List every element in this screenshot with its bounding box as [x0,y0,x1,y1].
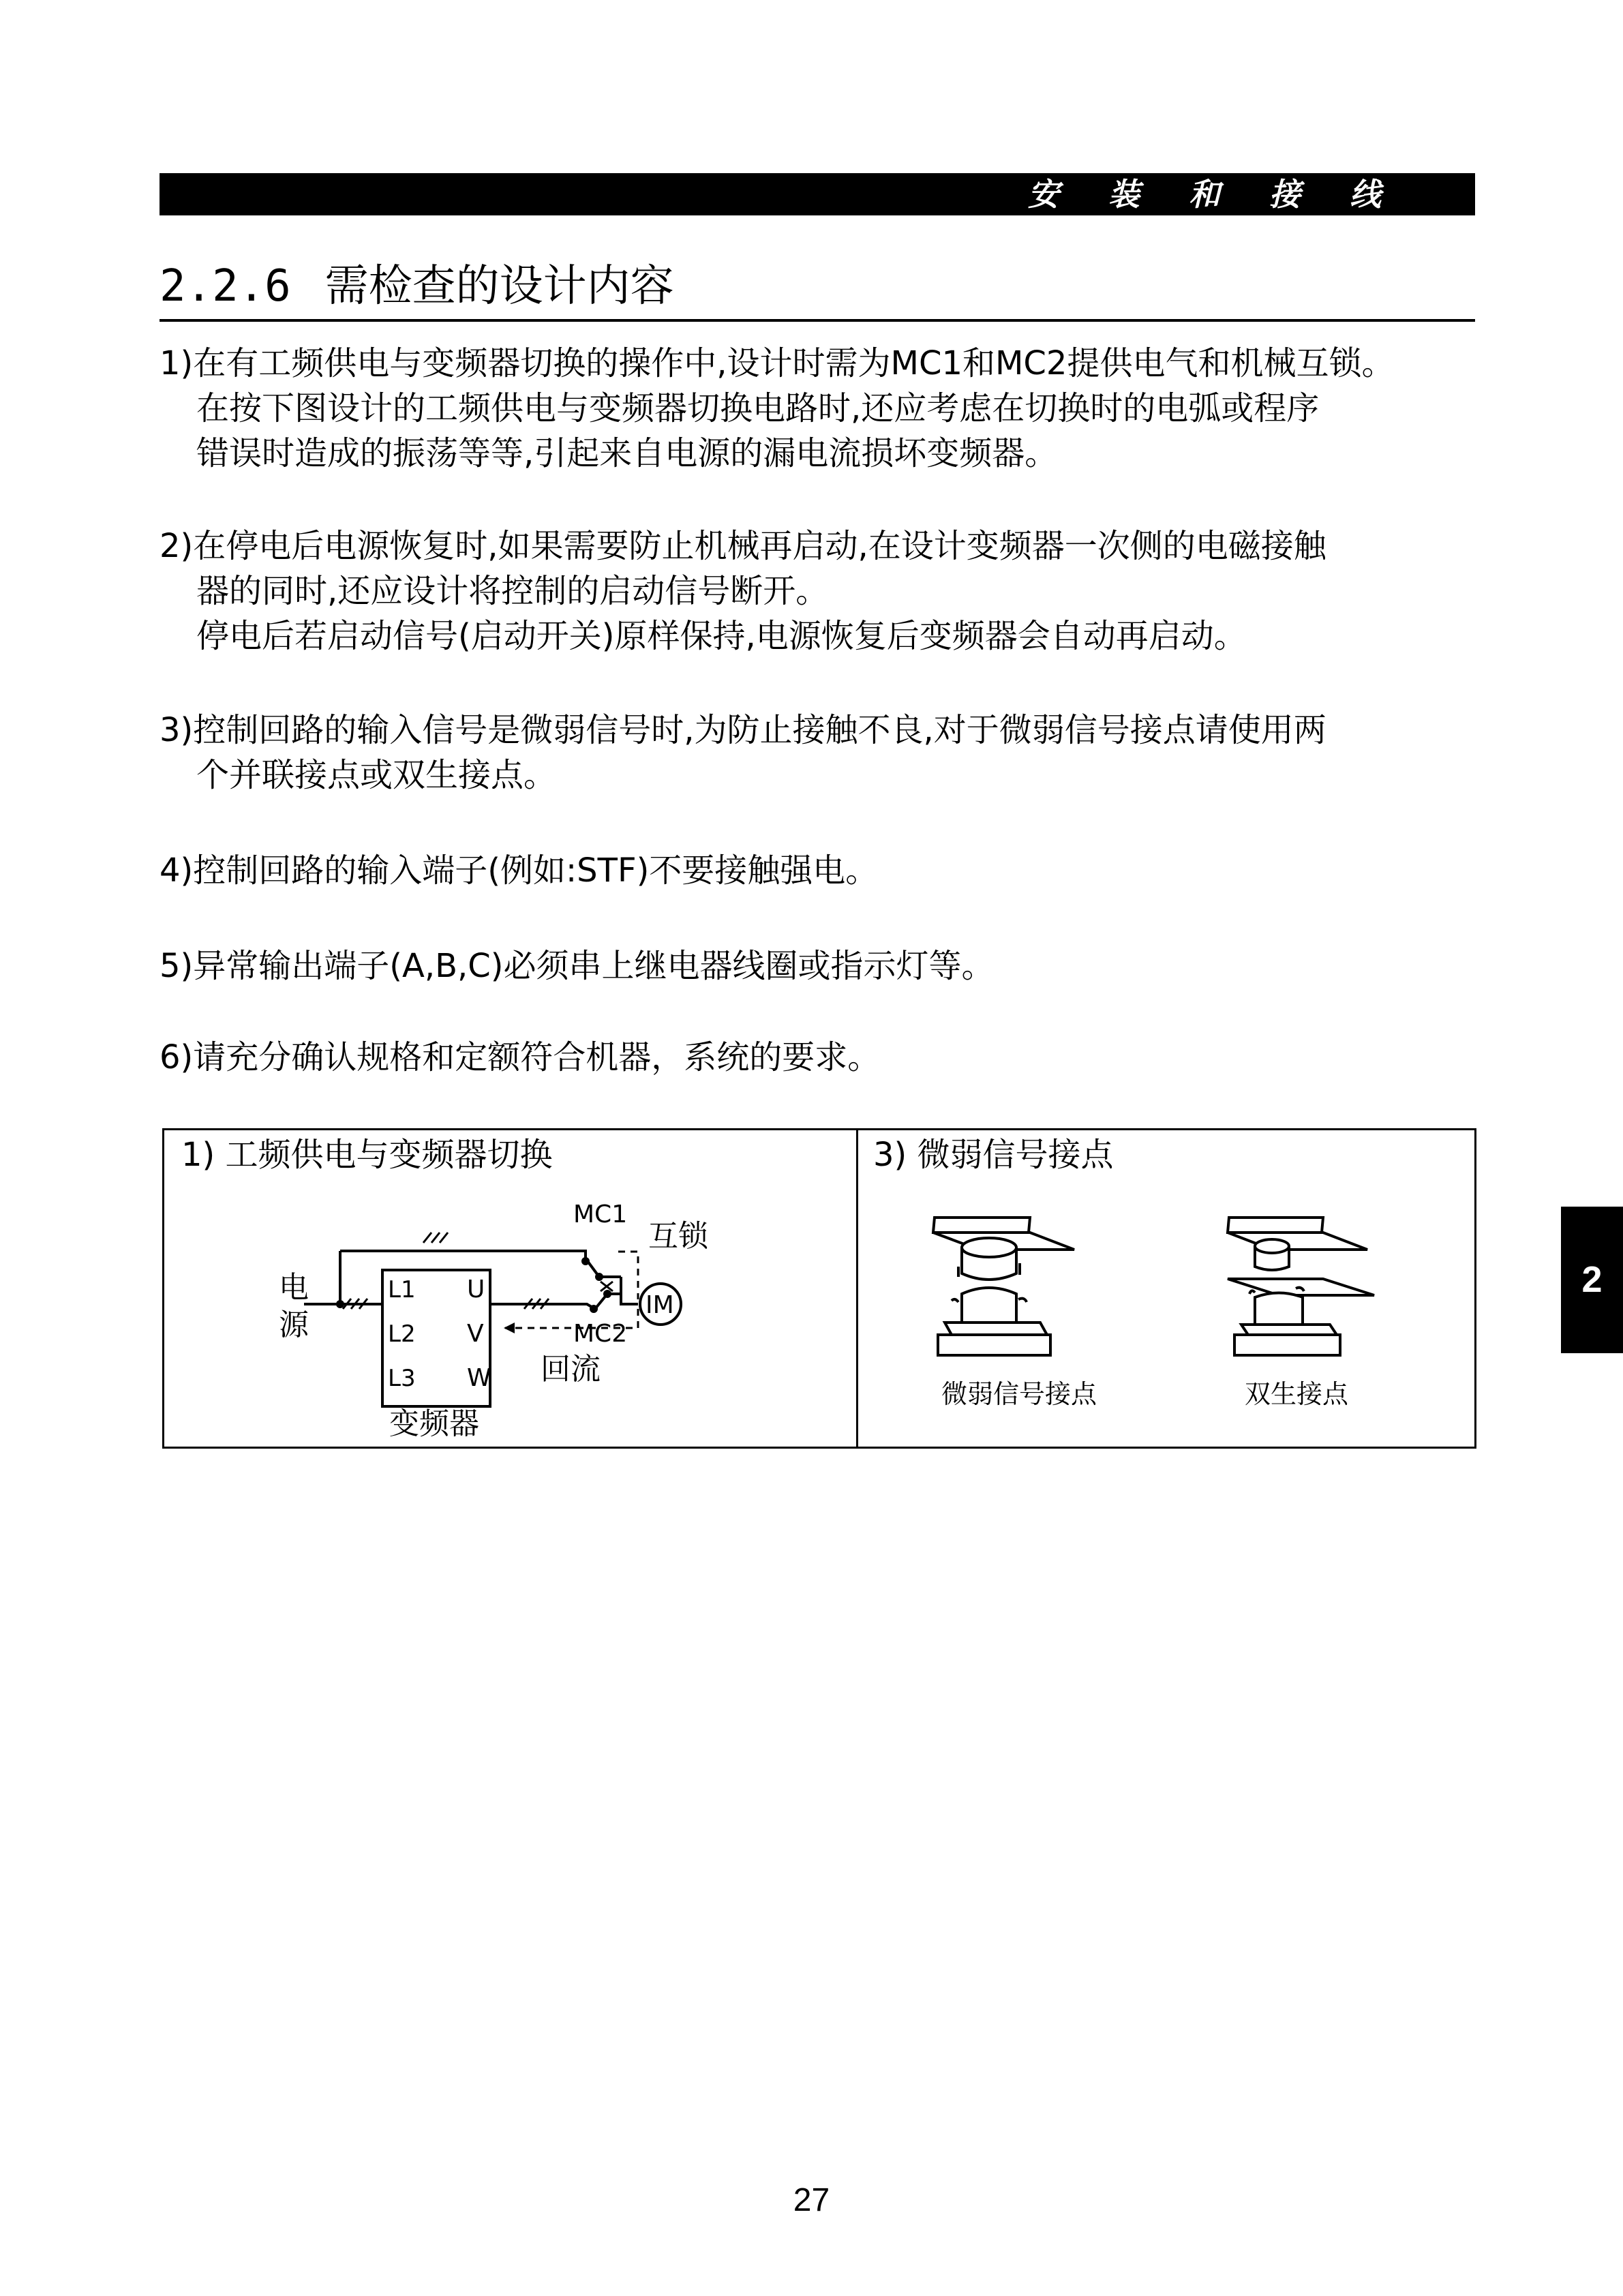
label-backflow: 回流 [541,1352,601,1387]
label-l3: L3 [388,1365,416,1392]
left-panel-title: 1) 工频供电与变频器切换 [181,1136,553,1174]
weak-contact-illustration [933,1218,1074,1355]
label-power-2: 源 [279,1308,309,1342]
item-2-line-1: 2)在停电后电源恢复时,如果需要防止机械再启动,在设计变频器一次侧的电磁接触 [160,527,1326,565]
item-1 [160,341,1482,476]
section-title [160,259,674,314]
item-6 [160,1035,1482,1080]
item-5-line-1: 5)异常输出端子(A,B,C)必须串上继电器线圈或指示灯等。 [160,947,995,985]
item-3-line-2: 个并联接点或双生接点。 [196,756,557,794]
title-rule [160,319,1475,322]
caption-twin-contact: 双生接点 [1245,1379,1349,1409]
item-6-line-1: 6)请充分确认规格和定额符合机器，系统的要求。 [160,1038,881,1076]
label-mc2: MC2 [573,1320,628,1348]
twin-contact-illustration [1228,1218,1374,1355]
section-header-bar [160,173,1475,215]
right-panel-title: 3) 微弱信号接点 [873,1136,1114,1174]
label-interlock: 互锁 [648,1219,708,1254]
item-3-line-1: 3)控制回路的输入信号是微弱信号时,为防止接触不良,对于微弱信号接点请使用两 [160,711,1326,749]
section-number: 2.2.6 [160,261,291,312]
item-3 [160,708,1482,798]
caption-weak-contact: 微弱信号接点 [941,1379,1097,1409]
label-l2: L2 [388,1320,416,1348]
item-4 [160,848,1482,893]
figure-diagrams [164,1130,1474,1447]
item-1-line-1: 1)在有工频供电与变频器切换的操作中,设计时需为MC1和MC2提供电气和机械互锁。 [160,344,1395,382]
figure-box [162,1128,1476,1449]
chapter-number: 2 [1581,1259,1603,1300]
section-header-text: 安 装 和 接 线 [1027,176,1400,213]
label-inverter: 变频器 [389,1406,479,1441]
label-u: U [467,1275,485,1303]
section-title-text: 需检查的设计内容 [324,261,674,312]
label-mc1: MC1 [573,1200,628,1228]
item-1-line-3: 错误时造成的振荡等等,引起来自电源的漏电流损坏变频器。 [196,434,1058,472]
chapter-side-tab [1561,1207,1623,1353]
label-v: V [467,1320,484,1348]
item-2 [160,524,1482,659]
label-power-1: 电 [279,1270,309,1305]
page-number: 27 [793,2182,830,2218]
item-4-line-1: 4)控制回路的输入端子(例如:STF)不要接触强电。 [160,851,879,890]
item-2-line-2: 器的同时,还应设计将控制的启动信号断开。 [196,572,829,610]
item-2-line-3: 停电后若启动信号(启动开关)原样保持,电源恢复后变频器会自动再启动。 [196,617,1247,655]
label-l1: L1 [388,1276,416,1303]
item-5 [160,943,1482,988]
item-1-line-2: 在按下图设计的工频供电与变频器切换电路时,还应考虑在切换时的电弧或程序 [196,389,1320,427]
label-motor: IM [646,1291,674,1319]
label-w: W [467,1364,491,1392]
